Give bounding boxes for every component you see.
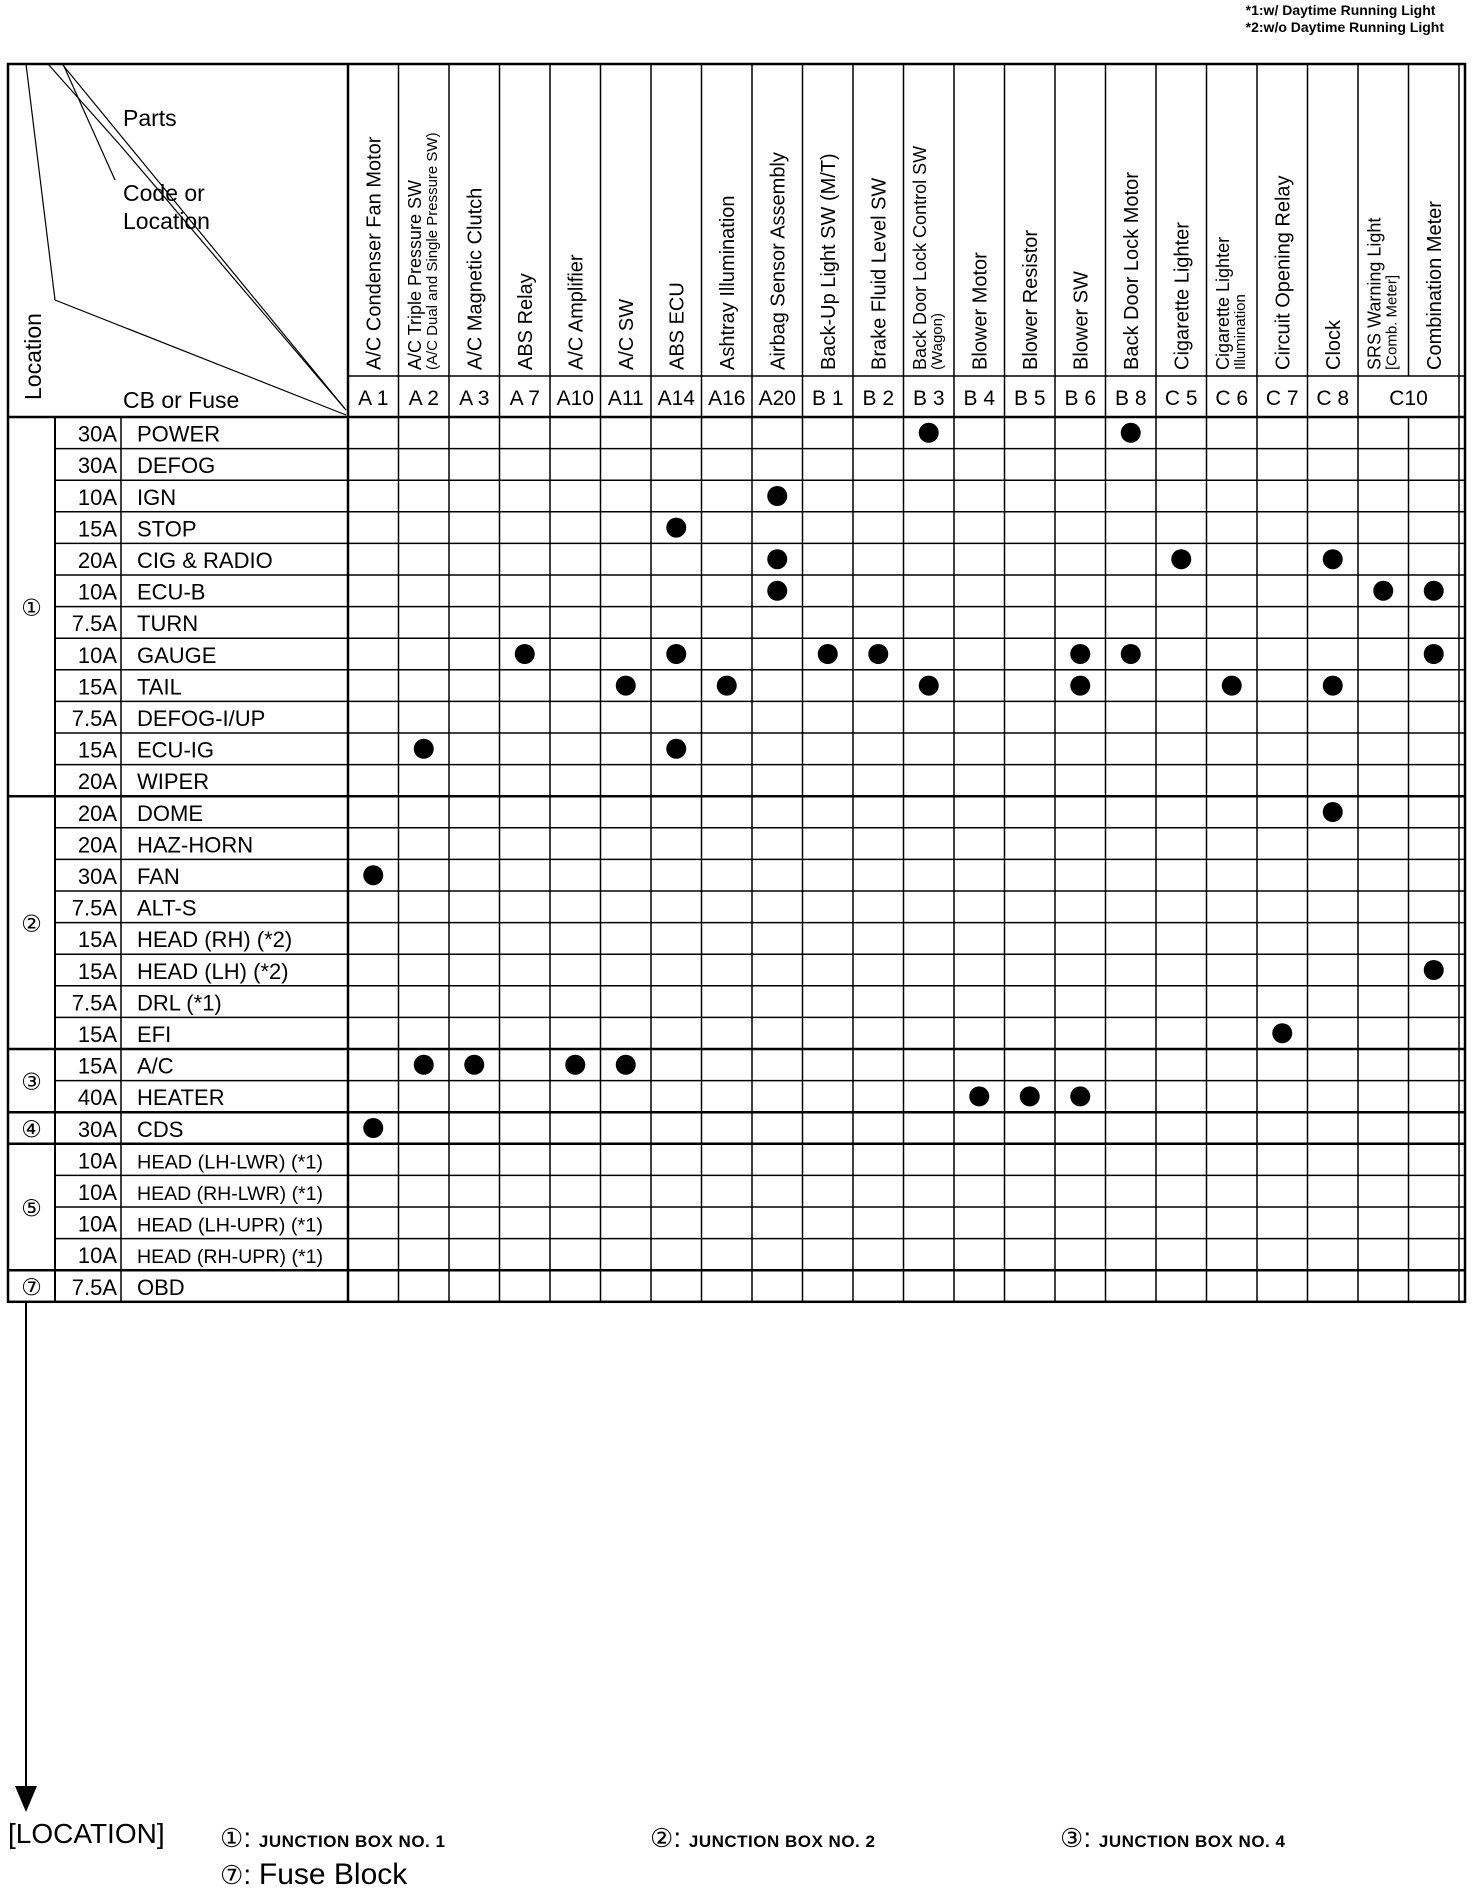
connection-dot — [666, 644, 686, 664]
legend-item-junction-box-2: ②: JUNCTION BOX NO. 2 — [650, 1822, 876, 1853]
column-part-label: A/C Triple Pressure SW — [404, 179, 425, 370]
fuse-amperage: 15A — [77, 674, 117, 700]
fuse-name: ALT-S — [137, 895, 197, 921]
column-code: C 8 — [1316, 387, 1350, 410]
connection-dot — [414, 1055, 434, 1075]
legend-label: JUNCTION BOX NO. 2 — [688, 1832, 876, 1851]
column-code: A20 — [758, 387, 796, 410]
footnote-1: *1:w/ Daytime Running Light — [1245, 2, 1436, 18]
column-part-label: Brake Fluid Level SW — [868, 177, 891, 370]
fuse-amperage: 20A — [77, 800, 117, 826]
location-symbol: ④ — [21, 1117, 42, 1143]
fuse-amperage: 10A — [77, 642, 117, 668]
fuse-name: HEAD (RH-UPR) (*1) — [137, 1247, 323, 1269]
column-part-label: Back Door Lock Control SW — [909, 145, 930, 370]
legend-label: JUNCTION BOX NO. 4 — [1098, 1832, 1286, 1851]
fuse-amperage: 7.5A — [71, 895, 117, 921]
column-part-label: Airbag Sensor Assembly — [767, 152, 790, 370]
fuse-amperage: 20A — [77, 769, 117, 795]
fuse-amperage: 10A — [77, 1211, 117, 1237]
column-part-label: ABS Relay — [514, 273, 537, 370]
connection-dot — [666, 739, 686, 759]
connection-dot — [1323, 676, 1343, 696]
fuse-name: FAN — [137, 864, 180, 889]
connection-dot — [1070, 1086, 1090, 1106]
fuse-name: WIPER — [137, 769, 210, 795]
fuse-amperage: 30A — [77, 453, 117, 479]
column-part-label: Clock — [1322, 319, 1345, 370]
column-part-label: Cigarette Lighter — [1212, 236, 1233, 370]
column-code: B 5 — [1013, 387, 1046, 410]
fuse-amperage: 10A — [77, 1180, 117, 1205]
fuse-name: ECU-B — [137, 579, 206, 605]
connection-dot — [1070, 676, 1090, 696]
fuse-name: DEFOG — [137, 453, 216, 479]
column-code: A16 — [708, 387, 746, 410]
fuse-amperage: 7.5A — [71, 1274, 117, 1300]
fuse-amperage: 7.5A — [71, 990, 117, 1016]
connection-dot — [919, 676, 939, 696]
location-symbol: ③ — [21, 1069, 42, 1096]
connection-dot — [767, 581, 787, 601]
fuse-name: CDS — [137, 1116, 184, 1142]
code-or-location-label: Location — [123, 208, 210, 234]
fuse-amperage: 40A — [77, 1085, 117, 1111]
connection-dot — [868, 644, 888, 664]
legend-item-fuse-block: ⑦: Fuse Block — [220, 1858, 408, 1891]
connection-dot — [919, 423, 939, 443]
column-code: B 4 — [963, 387, 996, 410]
parts-label: Parts — [123, 105, 177, 131]
location-symbol: ① — [21, 595, 42, 622]
column-part-label: A/C Condenser Fan Motor — [363, 136, 386, 370]
column-code: B 8 — [1114, 387, 1147, 410]
fuse-amperage: 7.5A — [71, 706, 117, 731]
location-symbol: ⑦ — [21, 1275, 42, 1301]
connection-dot — [1323, 549, 1343, 569]
fuse-name: HAZ-HORN — [137, 832, 254, 858]
connection-dot — [818, 644, 838, 664]
fuse-name: HEATER — [137, 1085, 225, 1111]
header-diagonal — [63, 64, 115, 180]
fuse-amperage: 15A — [77, 927, 117, 953]
connection-dot — [565, 1055, 585, 1075]
pointer-arrow — [0, 1320, 60, 1820]
column-code: A 1 — [358, 387, 389, 410]
header-diagonal — [48, 64, 120, 145]
column-part-label: (Wagon) — [928, 313, 946, 370]
column-part-label: Combination Meter — [1423, 201, 1446, 370]
fuse-name: CIG & RADIO — [137, 548, 273, 573]
connection-dot — [1424, 581, 1444, 601]
fuse-name: TURN — [137, 611, 199, 637]
fuse-amperage: 30A — [77, 421, 117, 447]
column-part-label: Blower Resistor — [1019, 229, 1042, 370]
connection-dot — [767, 486, 787, 506]
connection-dot — [1121, 423, 1141, 443]
cb-or-fuse-label: CB or Fuse — [123, 387, 240, 413]
location-symbol: ② — [21, 911, 42, 938]
connection-dot — [1424, 960, 1444, 980]
legend-title: [LOCATION] — [8, 1818, 165, 1849]
connection-dot — [1171, 549, 1191, 569]
legend-item-junction-box-4: ③: JUNCTION BOX NO. 4 — [1060, 1822, 1286, 1853]
connection-dot — [616, 1055, 636, 1075]
connection-dot — [969, 1086, 989, 1106]
connection-dot — [363, 1118, 383, 1138]
column-part-label: Illumination — [1231, 294, 1249, 370]
footnote-2: *2:w/o Daytime Running Light — [1245, 19, 1444, 35]
header-diagonal — [26, 64, 55, 300]
column-code: C 7 — [1265, 387, 1299, 410]
legend-symbol: ⑦ — [220, 1860, 244, 1890]
fuse-name: DEFOG-I/UP — [137, 706, 266, 731]
location-header: Location — [20, 313, 46, 400]
fuse-amperage: 10A — [77, 579, 117, 605]
fuse-amperage: 15A — [77, 737, 117, 763]
column-part-label: ABS ECU — [666, 282, 689, 370]
column-part-label: Blower Motor — [969, 252, 992, 370]
column-part-label: Back Door Lock Motor — [1120, 172, 1143, 370]
connection-dot — [1424, 644, 1444, 664]
fuse-amperage: 7.5A — [71, 611, 117, 637]
column-part-label: [Comb. Meter] — [1383, 274, 1401, 370]
fuse-name: HEAD (RH-LWR) (*1) — [137, 1184, 323, 1205]
fuse-name: DRL (*1) — [137, 990, 222, 1016]
connection-dot — [1323, 802, 1343, 822]
location-symbol: ⑤ — [21, 1196, 42, 1222]
fuse-name: STOP — [137, 516, 197, 542]
fuse-amperage: 20A — [77, 832, 117, 858]
code-or-location-label: Code or — [123, 180, 205, 206]
fuse-amperage: 20A — [77, 548, 117, 573]
column-part-label: Circuit Opening Relay — [1272, 175, 1295, 370]
column-code: B 6 — [1064, 387, 1097, 410]
fuse-amperage: 15A — [77, 958, 117, 984]
connection-dot — [515, 644, 535, 664]
connection-dot — [717, 676, 737, 696]
column-code: A 7 — [509, 387, 540, 410]
fuse-name: A/C — [137, 1053, 174, 1079]
fuse-amperage: 10A — [77, 1148, 117, 1174]
header-diagonal — [62, 64, 346, 410]
fuse-name: HEAD (RH) (*2) — [137, 927, 293, 953]
fuse-name: OBD — [137, 1274, 185, 1300]
column-code: B 3 — [912, 387, 945, 410]
fuse-amperage: 10A — [77, 1243, 117, 1269]
connection-dot — [464, 1055, 484, 1075]
legend-label: Fuse Block — [258, 1858, 408, 1891]
column-part-label: (A/C Dual and Single Pressure SW) — [423, 132, 441, 370]
legend-symbol: ③ — [1060, 1823, 1084, 1853]
fuse-amperage: 30A — [77, 864, 117, 889]
fuse-amperage: 10A — [77, 484, 117, 510]
connection-dot — [767, 549, 787, 569]
connection-dot — [1272, 1023, 1292, 1043]
column-part-label: A/C SW — [615, 298, 638, 370]
column-code: A14 — [657, 387, 695, 410]
connection-dot — [363, 865, 383, 885]
column-code: A11 — [607, 387, 644, 410]
column-code: C 5 — [1164, 387, 1198, 410]
connection-dot — [1020, 1086, 1040, 1106]
legend-item-junction-box-1: ①: JUNCTION BOX NO. 1 — [220, 1822, 446, 1853]
fuse-amperage: 15A — [77, 516, 117, 542]
fuse-amperage: 30A — [77, 1116, 117, 1142]
fuse-name: GAUGE — [137, 642, 217, 668]
connection-dot — [1070, 644, 1090, 664]
fuse-name: ECU-IG — [137, 737, 214, 763]
column-part-label: A/C Magnetic Clutch — [464, 187, 487, 370]
column-part-label: Blower SW — [1070, 271, 1093, 370]
column-code: A10 — [556, 387, 594, 410]
connection-dot — [1222, 676, 1242, 696]
connection-dot — [666, 518, 686, 538]
fuse-name: EFI — [137, 1022, 172, 1047]
column-part-label: A/C Amplifier — [565, 254, 588, 370]
connection-dot — [1373, 581, 1393, 601]
fuse-name: HEAD (LH) (*2) — [137, 958, 289, 984]
fuse-name: TAIL — [137, 674, 182, 700]
column-code: C10 — [1389, 387, 1428, 410]
fuse-name: IGN — [137, 484, 177, 510]
column-code: C 6 — [1215, 387, 1249, 410]
fuse-name: DOME — [137, 800, 203, 826]
column-part-label: Cigarette Lighter — [1171, 222, 1194, 370]
connection-dot — [616, 676, 636, 696]
fuse-amperage: 15A — [77, 1053, 117, 1079]
legend-symbol: ② — [650, 1823, 674, 1853]
legend-label: JUNCTION BOX NO. 1 — [258, 1832, 446, 1851]
column-code: A 3 — [459, 387, 490, 410]
connection-dot — [414, 739, 434, 759]
column-part-label: Back-Up Light SW (M/T) — [817, 153, 840, 370]
column-code: B 2 — [862, 387, 895, 410]
column-part-label: SRS Warning Light — [1364, 217, 1385, 370]
fuse-name: POWER — [137, 421, 221, 447]
legend-symbol: ① — [220, 1823, 244, 1853]
fuse-amperage: 15A — [77, 1022, 117, 1047]
pointer-arrow-head — [15, 1786, 37, 1812]
column-code: A 2 — [408, 387, 439, 410]
column-part-label: Ashtray Illumination — [716, 195, 739, 370]
fuse-name: HEAD (LH-UPR) (*1) — [137, 1215, 323, 1237]
fuse-name: HEAD (LH-LWR) (*1) — [137, 1152, 323, 1174]
column-code: B 1 — [811, 387, 844, 410]
connection-dot — [1121, 644, 1141, 664]
